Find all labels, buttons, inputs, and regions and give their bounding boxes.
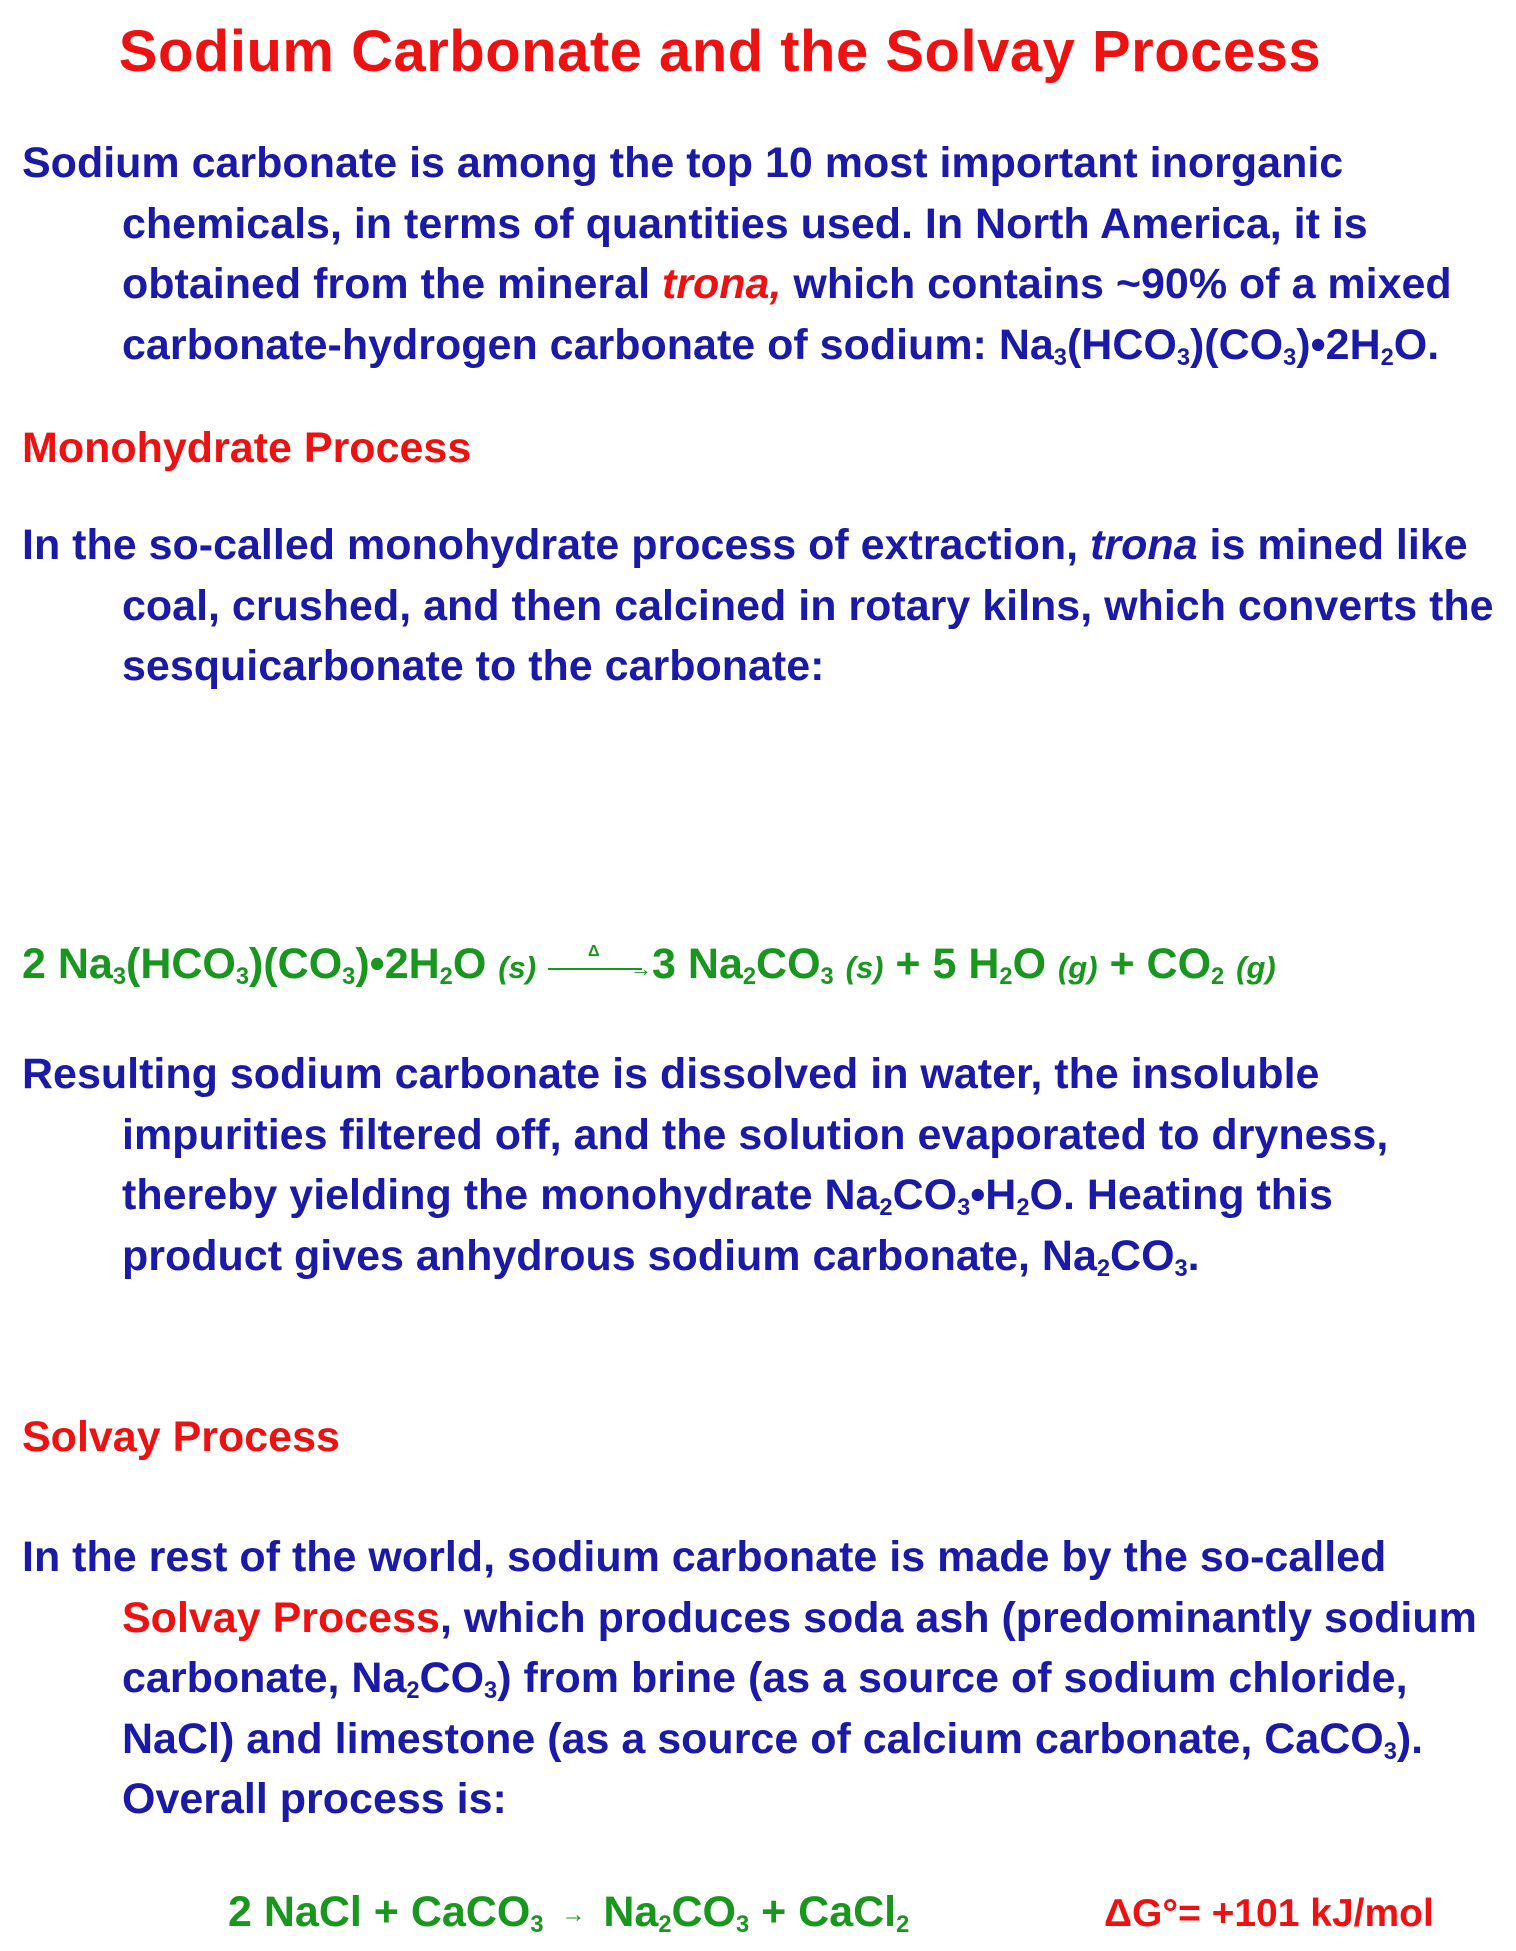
monohydrate-formula: $Na_2CO_3•H_2O$ (824, 1171, 1063, 1221)
eq-left: 2 NaCl + CaCO (228, 1888, 531, 1936)
eq-coefficient-3: 5 (932, 940, 957, 988)
solvay-equation: 2 NaCl + CaCO$_3$ → $Na_2CO_3$ + CaCl$_2$ (228, 1888, 910, 1938)
trona-term: trona, (661, 260, 782, 308)
intro-text-2: which contains ~90% of a mixed carbonate-hydrogen carbonate of sodium: (122, 260, 1452, 369)
solvay-process-term: Solvay Process (122, 1593, 440, 1642)
trona-formula: $Na_3(HCO_3)(CO_3)•2H_2O$. (998, 320, 1440, 371)
calcination-equation: 2 $Na_3(HCO_3)(CO_3)•2H_2O$ (s) → Δ 3 $Na_2CO_3$ (s) + 5 $H_2O$ $(g) + CO_2$ (g) (22, 940, 1276, 990)
eq-coefficient-2: 3 (652, 940, 676, 988)
trona-term-2: trona (1090, 521, 1198, 569)
mono-text: In the so-called monohydrate process of extraction, (22, 521, 1091, 569)
caco3-formula: CaCO$_3$ (1264, 1714, 1397, 1765)
dissolve-text: Resulting sodium carbonate is dissolved in water, the insoluble impurities filtered off, and the solution evaporated to dryness, thereby yielding the monohydrate (22, 1050, 1389, 1219)
eq-right: + CaCl (749, 1888, 897, 1936)
solvay-text-2: , which produces soda ash (predominantly sodium carbonate, (122, 1593, 1477, 1702)
solvay-heading: Solvay Process (22, 1413, 340, 1461)
intro-paragraph (22, 133, 1502, 375)
soda-ash-formula: $Na_2CO_3$ (351, 1654, 498, 1704)
solvay-text-4: ). Overall process is: (122, 1714, 1424, 1823)
state-solid: (s) (498, 950, 537, 985)
gibbs-energy: ΔG°= +101 kJ/mol (1104, 1892, 1434, 1935)
heat-arrow: → Δ (548, 957, 652, 977)
monohydrate-heading: Monohydrate Process (22, 424, 472, 472)
intro-text: Sodium carbonate is among the top 10 most important inorganic chemicals, in terms of quantities used. In North America, it is obtained from the mineral (22, 139, 1368, 308)
state-solid-2: (s) (845, 950, 884, 985)
anhydrous-formula: $Na_2CO_3$. (1041, 1231, 1200, 1282)
page-title: Sodium Carbonate and the Solvay Process (118, 19, 1322, 84)
mono-text-2: is mined like coal, crushed, and then calcined in rotary kilns, which converts the sesquicarbonate to the carbonate: (122, 521, 1494, 690)
state-gas: (g) (1057, 950, 1098, 985)
solvay-text-3: ) from brine (as a source of sodium chloride, NaCl) and limestone (as a source of calcium carbonate, (122, 1654, 1408, 1763)
dissolve-text-2: . Heating this product gives anhydrous sodium carbonate, (122, 1171, 1333, 1280)
state-gas-2: (g) (1236, 950, 1276, 985)
dissolution-paragraph (22, 1044, 1502, 1286)
reaction-arrow-icon: → (561, 1900, 586, 1928)
delta-icon: Δ (588, 942, 600, 960)
eq-coefficient: 2 (22, 940, 46, 988)
solvay-text: In the rest of the world, sodium carbonate is made by the so-called (22, 1533, 1387, 1581)
monohydrate-paragraph (22, 515, 1502, 697)
solvay-paragraph (22, 1527, 1502, 1830)
